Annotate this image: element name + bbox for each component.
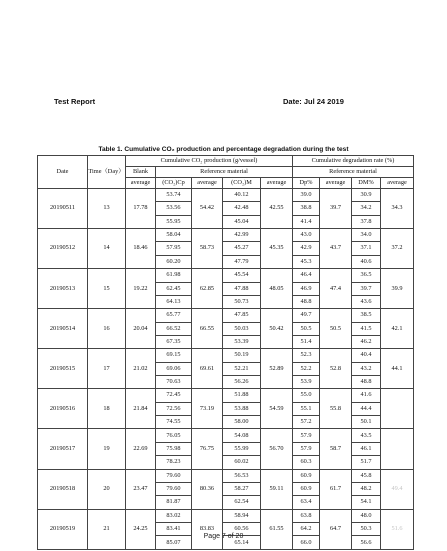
cell-co2-cp: 53.74	[156, 189, 192, 202]
cell-dm: 41.5	[352, 322, 381, 335]
cell-cp-average: 80.36	[192, 469, 223, 509]
cell-date: 20190519	[38, 509, 88, 549]
cell-dm: 51.7	[352, 456, 381, 469]
cell-co2-m: 56.26	[223, 376, 261, 389]
cell-blank-average: 17.78	[126, 189, 156, 229]
cell-co2-cp: 66.52	[156, 322, 192, 335]
cell-cp-average: 76.75	[192, 429, 223, 469]
header-blank-average: average	[126, 178, 156, 189]
header-reference-material-2: Reference material	[293, 167, 414, 178]
cell-co2-m: 40.12	[223, 189, 261, 202]
header-reference-material: Reference material	[156, 167, 293, 178]
cell-co2-cp: 75.98	[156, 442, 192, 455]
table-caption: Table 1. Cumulative CO₂ production and percentage degradation during the test	[98, 146, 349, 153]
cell-day: 18	[88, 389, 126, 429]
header-cumulative-co2: Cumulative CO₂ production (g/vessel)	[126, 156, 293, 167]
cell-co2-m: 45.04	[223, 215, 261, 228]
cell-m-average: 54.59	[261, 389, 293, 429]
cell-co2-m: 58.27	[223, 482, 261, 495]
cell-co2-m: 58.00	[223, 416, 261, 429]
cell-dp: 60.9	[293, 482, 320, 495]
cell-date: 20190518	[38, 469, 88, 509]
cell-co2-m: 50.03	[223, 322, 261, 335]
cell-dp: 52.2	[293, 362, 320, 375]
cell-dp: 55.0	[293, 389, 320, 402]
cell-dm: 40.4	[352, 349, 381, 362]
cell-co2-m: 45.54	[223, 269, 261, 282]
cell-co2-cp: 72.56	[156, 402, 192, 415]
cell-dp: 66.0	[293, 536, 320, 550]
cell-co2-m: 50.73	[223, 295, 261, 308]
cell-dm: 48.2	[352, 482, 381, 495]
cell-blank-average: 18.46	[126, 229, 156, 269]
cell-dp: 60.3	[293, 456, 320, 469]
cell-dp: 45.3	[293, 255, 320, 268]
header-dp-average: average	[320, 178, 352, 189]
cell-co2-cp: 53.56	[156, 202, 192, 215]
cell-co2-m: 65.14	[223, 536, 261, 550]
cell-cp-average: 83.83	[192, 509, 223, 549]
cell-dp: 63.4	[293, 496, 320, 509]
cell-co2-m: 53.39	[223, 335, 261, 348]
cell-cp-average: 62.85	[192, 269, 223, 309]
cell-date: 20190514	[38, 309, 88, 349]
cell-dp-average: 52.8	[320, 349, 352, 389]
cell-cp-average: 54.42	[192, 189, 223, 229]
cell-blank-average: 24.25	[126, 509, 156, 549]
cell-dp: 53.9	[293, 376, 320, 389]
cell-dp-average: 43.7	[320, 229, 352, 269]
header-co2-cp: (CO₂)Cp	[156, 178, 192, 189]
cell-co2-cp: 57.95	[156, 242, 192, 255]
cell-date: 20190517	[38, 429, 88, 469]
cell-co2-cp: 79.60	[156, 482, 192, 495]
cell-co2-m: 54.08	[223, 429, 261, 442]
cell-dp: 60.9	[293, 469, 320, 482]
cell-co2-m: 51.88	[223, 389, 261, 402]
cell-dp: 57.9	[293, 442, 320, 455]
cell-co2-cp: 74.55	[156, 416, 192, 429]
header-dm: DM%	[352, 178, 381, 189]
cell-co2-m: 52.21	[223, 362, 261, 375]
cell-dm: 34.0	[352, 229, 381, 242]
cell-dp: 48.8	[293, 295, 320, 308]
table-row	[38, 349, 414, 362]
cell-dm: 37.1	[352, 242, 381, 255]
table-row	[38, 429, 414, 442]
cell-dm-average	[381, 429, 414, 469]
cell-co2-m: 62.54	[223, 496, 261, 509]
cell-dp: 38.8	[293, 202, 320, 215]
cell-blank-average: 20.04	[126, 309, 156, 349]
cell-co2-cp: 62.45	[156, 282, 192, 295]
table-row	[38, 389, 414, 402]
cell-dp-average: 50.5	[320, 309, 352, 349]
cell-cp-average: 73.19	[192, 389, 223, 429]
cell-co2-m: 47.85	[223, 309, 261, 322]
cell-dm: 45.8	[352, 469, 381, 482]
cell-m-average: 52.89	[261, 349, 293, 389]
cell-day: 16	[88, 309, 126, 349]
cell-co2-m: 50.19	[223, 349, 261, 362]
cell-dm-average: 49.4	[381, 469, 414, 509]
cell-dm: 46.2	[352, 335, 381, 348]
cell-blank-average: 22.69	[126, 429, 156, 469]
cell-m-average: 45.35	[261, 229, 293, 269]
cell-co2-cp: 78.23	[156, 456, 192, 469]
cell-co2-cp: 83.41	[156, 522, 192, 535]
cell-dm: 50.1	[352, 416, 381, 429]
cell-blank-average: 23.47	[126, 469, 156, 509]
cell-dm: 44.4	[352, 402, 381, 415]
cell-day: 19	[88, 429, 126, 469]
cell-dm: 37.8	[352, 215, 381, 228]
cell-dm: 48.8	[352, 376, 381, 389]
cell-dp: 46.9	[293, 282, 320, 295]
cell-dm-average: 51.6	[381, 509, 414, 549]
cell-co2-m: 56.53	[223, 469, 261, 482]
table-row	[38, 189, 414, 202]
cell-dm: 41.6	[352, 389, 381, 402]
cell-day: 13	[88, 189, 126, 229]
cell-co2-cp: 61.98	[156, 269, 192, 282]
cell-dm: 46.1	[352, 442, 381, 455]
cell-dp: 50.5	[293, 322, 320, 335]
cell-dm-average: 39.9	[381, 269, 414, 309]
cell-co2-m: 47.79	[223, 255, 261, 268]
cell-dm: 48.0	[352, 509, 381, 522]
cell-dp-average: 47.4	[320, 269, 352, 309]
cell-dm-average: 44.1	[381, 349, 414, 389]
cell-m-average: 50.42	[261, 309, 293, 349]
cell-co2-cp: 83.02	[156, 509, 192, 522]
cell-dp: 64.2	[293, 522, 320, 535]
header-time: Time（Day）	[88, 156, 126, 189]
cell-m-average: 42.55	[261, 189, 293, 229]
table-row	[38, 269, 414, 282]
table-row	[38, 509, 414, 522]
cell-day: 15	[88, 269, 126, 309]
cell-co2-m: 60.02	[223, 456, 261, 469]
cell-dm: 36.5	[352, 269, 381, 282]
cell-date: 20190511	[38, 189, 88, 229]
cell-m-average: 56.70	[261, 429, 293, 469]
cell-date: 20190515	[38, 349, 88, 389]
cell-co2-m: 53.88	[223, 402, 261, 415]
cell-co2-cp: 67.35	[156, 335, 192, 348]
cell-co2-m: 55.99	[223, 442, 261, 455]
cell-dm: 39.7	[352, 282, 381, 295]
cell-dp: 43.0	[293, 229, 320, 242]
cell-cp-average: 69.61	[192, 349, 223, 389]
cell-dp: 51.4	[293, 335, 320, 348]
cell-co2-m: 45.27	[223, 242, 261, 255]
cell-dm-average: 37.2	[381, 229, 414, 269]
cell-dp-average: 61.7	[320, 469, 352, 509]
cell-dp-average: 55.8	[320, 389, 352, 429]
cell-co2-cp: 79.60	[156, 469, 192, 482]
cell-m-average: 59.11	[261, 469, 293, 509]
co2-degradation-table	[37, 155, 414, 550]
cell-cp-average: 66.55	[192, 309, 223, 349]
cell-dm: 56.6	[352, 536, 381, 550]
cell-dp: 46.4	[293, 269, 320, 282]
cell-dp: 41.4	[293, 215, 320, 228]
cell-co2-cp: 76.05	[156, 429, 192, 442]
cell-co2-m: 58.94	[223, 509, 261, 522]
table-row	[38, 469, 414, 482]
table-row	[38, 309, 414, 322]
cell-dp: 57.9	[293, 429, 320, 442]
cell-co2-cp: 60.20	[156, 255, 192, 268]
cell-dp: 55.1	[293, 402, 320, 415]
cell-dm: 30.9	[352, 189, 381, 202]
cell-dm: 43.2	[352, 362, 381, 375]
cell-co2-cp: 69.06	[156, 362, 192, 375]
cell-blank-average: 19.22	[126, 269, 156, 309]
report-date: Date: Jul 24 2019	[283, 97, 344, 106]
header-m-average: average	[261, 178, 293, 189]
cell-dm: 40.6	[352, 255, 381, 268]
cell-co2-cp: 69.15	[156, 349, 192, 362]
cell-date: 20190516	[38, 389, 88, 429]
cell-dp: 63.8	[293, 509, 320, 522]
cell-dp: 57.2	[293, 416, 320, 429]
cell-dm: 43.6	[352, 295, 381, 308]
header-blank: Blank	[126, 167, 156, 178]
cell-co2-cp: 72.45	[156, 389, 192, 402]
cell-co2-cp: 65.77	[156, 309, 192, 322]
cell-dm-average	[381, 389, 414, 429]
cell-day: 17	[88, 349, 126, 389]
cell-m-average: 48.05	[261, 269, 293, 309]
cell-day: 20	[88, 469, 126, 509]
cell-co2-m: 42.48	[223, 202, 261, 215]
cell-dm: 50.3	[352, 522, 381, 535]
header-dp: Dp%	[293, 178, 320, 189]
cell-date: 20190512	[38, 229, 88, 269]
cell-day: 14	[88, 229, 126, 269]
cell-co2-cp: 58.04	[156, 229, 192, 242]
cell-blank-average: 21.84	[126, 389, 156, 429]
cell-co2-cp: 64.13	[156, 295, 192, 308]
cell-date: 20190513	[38, 269, 88, 309]
cell-co2-cp: 55.95	[156, 215, 192, 228]
header-cp-average: average	[192, 178, 223, 189]
cell-dp: 49.7	[293, 309, 320, 322]
cell-dp: 52.3	[293, 349, 320, 362]
cell-dm-average: 34.3	[381, 189, 414, 229]
cell-dp: 42.9	[293, 242, 320, 255]
header-dm-average: average	[381, 178, 414, 189]
cell-dm: 34.2	[352, 202, 381, 215]
cell-blank-average: 21.02	[126, 349, 156, 389]
header-date: Date	[38, 156, 88, 189]
cell-dm: 38.5	[352, 309, 381, 322]
cell-dp-average: 39.7	[320, 189, 352, 229]
cell-m-average: 61.55	[261, 509, 293, 549]
cell-co2-cp: 70.63	[156, 376, 192, 389]
report-title: Test Report	[54, 97, 96, 106]
cell-dm: 43.5	[352, 429, 381, 442]
cell-co2-m: 42.99	[223, 229, 261, 242]
cell-co2-cp: 85.07	[156, 536, 192, 550]
table-row	[38, 229, 414, 242]
header-co2-m: (CO₂)M	[223, 178, 261, 189]
cell-cp-average: 58.73	[192, 229, 223, 269]
page-number: Page 7 of 20	[203, 533, 244, 540]
cell-co2-m: 60.56	[223, 522, 261, 535]
cell-day: 21	[88, 509, 126, 549]
cell-co2-cp: 81.87	[156, 496, 192, 509]
cell-dp: 39.0	[293, 189, 320, 202]
header-cumulative-degradation: Cumulative degradation rate (%)	[293, 156, 414, 167]
cell-dm-average: 42.1	[381, 309, 414, 349]
cell-dp-average: 64.7	[320, 509, 352, 549]
cell-dp-average: 58.7	[320, 429, 352, 469]
cell-dm: 54.1	[352, 496, 381, 509]
cell-co2-m: 47.88	[223, 282, 261, 295]
